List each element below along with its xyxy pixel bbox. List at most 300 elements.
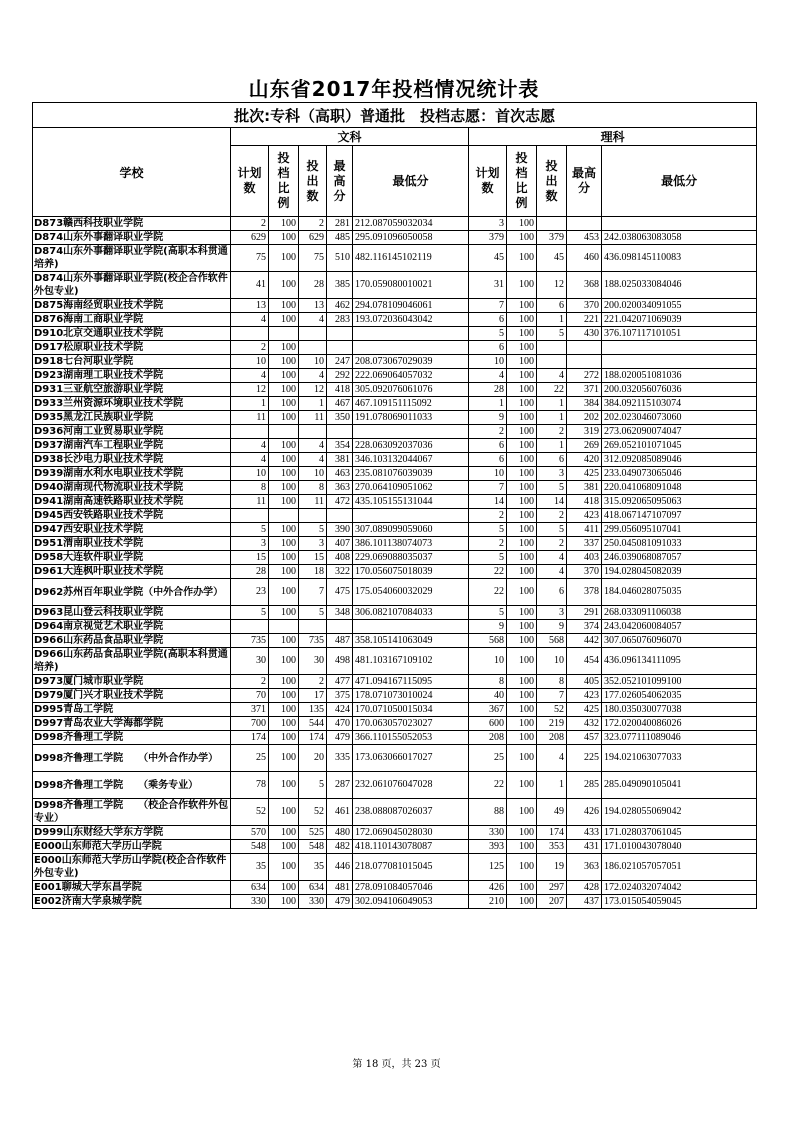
cell-w-ratio [269, 327, 299, 341]
cell-l-max [567, 217, 602, 231]
table-row [33, 840, 757, 854]
cell-l-out: 1 [537, 397, 567, 411]
page-footer: 第 18 页，共 23 页 [352, 1059, 441, 1070]
table-row [33, 745, 757, 772]
cell-w-max: 348 [327, 606, 353, 620]
cell-w-min: 212.087059032034 [353, 217, 469, 231]
cell-w-out: 634 [299, 881, 327, 895]
cell-l-out: 6 [537, 453, 567, 467]
cell-w-max: 407 [327, 537, 353, 551]
cell-l-plan: 28 [469, 383, 507, 397]
cell-l-ratio: 100 [507, 523, 537, 537]
cell-l-out: 8 [537, 675, 567, 689]
cell-l-ratio: 100 [507, 299, 537, 313]
cell-w-ratio: 100 [269, 551, 299, 565]
cell-l-ratio: 100 [507, 799, 537, 826]
cell-l-ratio: 100 [507, 453, 537, 467]
cell-l-max: 423 [567, 689, 602, 703]
cell-l-out [537, 217, 567, 231]
cell-w-max [327, 425, 353, 439]
cell-w-out: 2 [299, 675, 327, 689]
cell-l-min: 200.020034091055 [602, 299, 757, 313]
cell-w-plan: 548 [231, 840, 269, 854]
cell-w-min: 173.063066017027 [353, 745, 469, 772]
cell-l-plan: 125 [469, 854, 507, 881]
cell-w-out: 12 [299, 383, 327, 397]
cell-l-plan: 2 [469, 425, 507, 439]
cell-l-out: 1 [537, 411, 567, 425]
table-row [33, 313, 757, 327]
cell-w-min: 170.063057023027 [353, 717, 469, 731]
cell-w-plan: 5 [231, 523, 269, 537]
cell-w-min: 222.069064057032 [353, 369, 469, 383]
cell-l-out: 19 [537, 854, 567, 881]
school-name-cell: D998齐鲁理工学院 （乘务专业） [33, 772, 231, 799]
cell-w-plan [231, 620, 269, 634]
cell-l-min: 177.026054062035 [602, 689, 757, 703]
cell-l-plan: 5 [469, 523, 507, 537]
cell-w-min: 471.094167115095 [353, 675, 469, 689]
cell-w-max: 287 [327, 772, 353, 799]
cell-w-out [299, 327, 327, 341]
l-min-header: 最低分 [602, 146, 757, 217]
cell-l-ratio: 100 [507, 854, 537, 881]
cell-l-out: 2 [537, 537, 567, 551]
table-row [33, 509, 757, 523]
cell-l-plan: 426 [469, 881, 507, 895]
statistics-sheet [32, 76, 756, 909]
cell-w-min: 294.078109046061 [353, 299, 469, 313]
cell-w-out [299, 509, 327, 523]
cell-w-ratio: 100 [269, 703, 299, 717]
cell-w-ratio: 100 [269, 745, 299, 772]
cell-l-plan: 393 [469, 840, 507, 854]
cell-w-out: 10 [299, 355, 327, 369]
cell-w-max [327, 327, 353, 341]
cell-l-max: 384 [567, 397, 602, 411]
cell-l-out: 4 [537, 565, 567, 579]
cell-w-ratio: 100 [269, 467, 299, 481]
table-row [33, 327, 757, 341]
cell-l-out: 5 [537, 481, 567, 495]
table-row [33, 634, 757, 648]
school-name-cell: D964南京视觉艺术职业学院 [33, 620, 231, 634]
cell-l-max: 425 [567, 467, 602, 481]
cell-w-out: 629 [299, 231, 327, 245]
cell-l-max: 378 [567, 579, 602, 606]
school-name-cell: D931三亚航空旅游职业学院 [33, 383, 231, 397]
cell-l-plan: 4 [469, 369, 507, 383]
cell-w-min: 238.088087026037 [353, 799, 469, 826]
cell-w-plan: 4 [231, 313, 269, 327]
cell-w-min: 305.092076061076 [353, 383, 469, 397]
cell-w-min: 358.105141063049 [353, 634, 469, 648]
table-row [33, 854, 757, 881]
cell-w-max: 481 [327, 881, 353, 895]
cell-l-ratio: 100 [507, 383, 537, 397]
cell-l-plan: 3 [469, 217, 507, 231]
school-name-cell: D874山东外事翻译职业学院(高职本科贯通培养) [33, 245, 231, 272]
cell-l-plan: 210 [469, 895, 507, 909]
cell-w-max: 472 [327, 495, 353, 509]
cell-w-min: 191.078069011033 [353, 411, 469, 425]
w-min-header: 最低分 [353, 146, 469, 217]
cell-l-ratio: 100 [507, 327, 537, 341]
cell-l-plan: 6 [469, 453, 507, 467]
cell-l-ratio: 100 [507, 369, 537, 383]
cell-l-min: 188.025033084046 [602, 272, 757, 299]
table-row [33, 453, 757, 467]
school-name-cell: E000山东师范大学历山学院(校企合作软件外包专业) [33, 854, 231, 881]
table-row [33, 703, 757, 717]
cell-l-ratio: 100 [507, 355, 537, 369]
cell-w-ratio: 100 [269, 245, 299, 272]
cell-w-max [327, 509, 353, 523]
cell-l-plan: 8 [469, 675, 507, 689]
cell-l-plan: 22 [469, 579, 507, 606]
cell-l-out: 1 [537, 772, 567, 799]
cell-w-max: 470 [327, 717, 353, 731]
cell-l-min: 180.035030077038 [602, 703, 757, 717]
cell-l-out: 353 [537, 840, 567, 854]
cell-w-ratio: 100 [269, 439, 299, 453]
cell-w-ratio: 100 [269, 717, 299, 731]
cell-w-min [353, 425, 469, 439]
cell-l-min: 233.049073065046 [602, 467, 757, 481]
cell-l-plan: 10 [469, 355, 507, 369]
school-name-cell: D941湖南高速铁路职业技术学院 [33, 495, 231, 509]
cell-w-out: 30 [299, 648, 327, 675]
cell-l-plan: 10 [469, 648, 507, 675]
cell-w-plan: 75 [231, 245, 269, 272]
cell-l-ratio: 100 [507, 689, 537, 703]
cell-l-ratio: 100 [507, 579, 537, 606]
like-group-header: 理科 [469, 128, 757, 146]
cell-w-plan: 5 [231, 606, 269, 620]
cell-l-max: 381 [567, 481, 602, 495]
cell-l-plan: 31 [469, 272, 507, 299]
cell-w-plan: 735 [231, 634, 269, 648]
cell-w-plan: 15 [231, 551, 269, 565]
l-plan-header: 计划数 [469, 146, 507, 217]
table-row [33, 537, 757, 551]
cell-l-max [567, 341, 602, 355]
cell-w-out: 548 [299, 840, 327, 854]
cell-w-min: 302.094106049053 [353, 895, 469, 909]
cell-l-plan: 14 [469, 495, 507, 509]
cell-l-out: 22 [537, 383, 567, 397]
cell-w-out: 5 [299, 606, 327, 620]
cell-w-ratio: 100 [269, 355, 299, 369]
cell-l-out: 1 [537, 313, 567, 327]
cell-w-max: 510 [327, 245, 353, 272]
cell-l-min: 194.028055069042 [602, 799, 757, 826]
cell-l-max: 368 [567, 272, 602, 299]
cell-w-out: 3 [299, 537, 327, 551]
cell-w-ratio: 100 [269, 383, 299, 397]
cell-w-min [353, 509, 469, 523]
school-name-cell: D940湖南现代物流职业技术学院 [33, 481, 231, 495]
cell-w-ratio: 100 [269, 537, 299, 551]
cell-l-min: 250.045081091033 [602, 537, 757, 551]
cell-l-max: 442 [567, 634, 602, 648]
cell-l-min: 194.028045082039 [602, 565, 757, 579]
table-row [33, 648, 757, 675]
cell-l-ratio: 100 [507, 881, 537, 895]
cell-w-min: 178.071073010024 [353, 689, 469, 703]
cell-l-max: 225 [567, 745, 602, 772]
cell-l-max: 291 [567, 606, 602, 620]
cell-l-max: 405 [567, 675, 602, 689]
cell-l-min: 285.049090105041 [602, 772, 757, 799]
cell-l-ratio: 100 [507, 425, 537, 439]
cell-l-plan: 330 [469, 826, 507, 840]
cell-w-ratio: 100 [269, 397, 299, 411]
cell-w-out [299, 341, 327, 355]
table-row [33, 523, 757, 537]
cell-l-out: 207 [537, 895, 567, 909]
cell-w-ratio: 100 [269, 689, 299, 703]
cell-w-plan: 2 [231, 341, 269, 355]
cell-w-min [353, 327, 469, 341]
cell-w-max: 335 [327, 745, 353, 772]
cell-w-max: 485 [327, 231, 353, 245]
school-name-cell: D923湖南理工职业技术学院 [33, 369, 231, 383]
cell-l-plan: 9 [469, 411, 507, 425]
cell-l-ratio: 100 [507, 495, 537, 509]
cell-l-out: 12 [537, 272, 567, 299]
cell-w-plan: 2 [231, 217, 269, 231]
school-name-cell: D918七台河职业学院 [33, 355, 231, 369]
cell-w-plan: 13 [231, 299, 269, 313]
cell-l-max: 221 [567, 313, 602, 327]
cell-w-out: 135 [299, 703, 327, 717]
l-max-header: 最高分 [567, 146, 602, 217]
cell-w-max: 477 [327, 675, 353, 689]
cell-l-out: 4 [537, 745, 567, 772]
school-name-cell: D939湖南水利水电职业技术学院 [33, 467, 231, 481]
cell-l-min [602, 341, 757, 355]
cell-w-max: 354 [327, 439, 353, 453]
cell-w-ratio: 100 [269, 369, 299, 383]
cell-l-ratio: 100 [507, 840, 537, 854]
cell-l-ratio: 100 [507, 745, 537, 772]
cell-l-min [602, 217, 757, 231]
cell-l-out: 3 [537, 467, 567, 481]
w-ratio-header: 投档比例 [269, 146, 299, 217]
cell-w-max: 375 [327, 689, 353, 703]
cell-l-out: 14 [537, 495, 567, 509]
cell-l-ratio: 100 [507, 341, 537, 355]
cell-l-plan: 25 [469, 745, 507, 772]
cell-w-min [353, 620, 469, 634]
cell-w-min: 172.069045028030 [353, 826, 469, 840]
cell-l-plan: 9 [469, 620, 507, 634]
school-name-cell: D998齐鲁理工学院 [33, 731, 231, 745]
table-row [33, 551, 757, 565]
cell-w-max: 322 [327, 565, 353, 579]
cell-l-ratio: 100 [507, 231, 537, 245]
cell-w-ratio: 100 [269, 341, 299, 355]
cell-w-max: 408 [327, 551, 353, 565]
cell-l-out: 174 [537, 826, 567, 840]
cell-l-max: 425 [567, 703, 602, 717]
cell-l-ratio: 100 [507, 272, 537, 299]
cell-w-plan: 570 [231, 826, 269, 840]
cell-w-max: 283 [327, 313, 353, 327]
cell-l-ratio: 100 [507, 551, 537, 565]
table-row [33, 341, 757, 355]
cell-l-plan: 6 [469, 313, 507, 327]
cell-w-min: 467.109151115092 [353, 397, 469, 411]
cell-l-min: 188.020051081036 [602, 369, 757, 383]
cell-l-max: 337 [567, 537, 602, 551]
cell-w-plan: 25 [231, 745, 269, 772]
cell-l-plan: 379 [469, 231, 507, 245]
cell-w-min [353, 341, 469, 355]
school-name-cell: D874山东外事翻译职业学院 [33, 231, 231, 245]
cell-l-max: 370 [567, 565, 602, 579]
cell-l-max [567, 355, 602, 369]
cell-w-plan: 41 [231, 272, 269, 299]
cell-w-out: 52 [299, 799, 327, 826]
cell-l-ratio: 100 [507, 313, 537, 327]
cell-w-max: 292 [327, 369, 353, 383]
cell-w-ratio: 100 [269, 523, 299, 537]
cell-w-min: 218.077081015045 [353, 854, 469, 881]
cell-l-min: 315.092065095063 [602, 495, 757, 509]
school-name-cell: E001聊城大学东昌学院 [33, 881, 231, 895]
cell-l-min: 307.065076096070 [602, 634, 757, 648]
cell-w-max: 461 [327, 799, 353, 826]
cell-w-max: 479 [327, 731, 353, 745]
table-row [33, 299, 757, 313]
table-row [33, 731, 757, 745]
cell-l-out: 52 [537, 703, 567, 717]
cell-l-min: 186.021057057051 [602, 854, 757, 881]
cell-l-out: 6 [537, 579, 567, 606]
cell-w-plan: 4 [231, 439, 269, 453]
cell-w-max: 462 [327, 299, 353, 313]
cell-w-out: 525 [299, 826, 327, 840]
cell-l-ratio: 100 [507, 703, 537, 717]
cell-l-max: 371 [567, 383, 602, 397]
cell-w-max: 482 [327, 840, 353, 854]
cell-l-min: 242.038063083058 [602, 231, 757, 245]
school-name-cell: D998齐鲁理工学院 （中外合作办学） [33, 745, 231, 772]
school-name-cell: D935黑龙江民族职业学院 [33, 411, 231, 425]
cell-w-plan: 11 [231, 411, 269, 425]
cell-l-max: 432 [567, 717, 602, 731]
cell-l-max: 363 [567, 854, 602, 881]
cell-w-plan: 52 [231, 799, 269, 826]
cell-w-ratio: 100 [269, 565, 299, 579]
school-name-cell: D999山东财经大学东方学院 [33, 826, 231, 840]
cell-w-plan [231, 327, 269, 341]
cell-l-ratio: 100 [507, 565, 537, 579]
cell-w-min: 386.101138074073 [353, 537, 469, 551]
cell-l-min: 171.028037061045 [602, 826, 757, 840]
cell-w-out: 11 [299, 411, 327, 425]
cell-l-max: 437 [567, 895, 602, 909]
batch-title: 批次:专科（高职）普通批 投档志愿：首次志愿 [33, 103, 757, 128]
cell-l-out: 7 [537, 689, 567, 703]
cell-w-min: 418.110143078087 [353, 840, 469, 854]
cell-l-min: 194.021063077033 [602, 745, 757, 772]
table-row [33, 217, 757, 231]
cell-l-plan: 2 [469, 537, 507, 551]
school-name-cell: D966山东药品食品职业学院(高职本科贯通培养) [33, 648, 231, 675]
l-out-header: 投出数 [537, 146, 567, 217]
cell-w-ratio: 100 [269, 675, 299, 689]
cell-w-min: 193.072036043042 [353, 313, 469, 327]
cell-l-plan: 88 [469, 799, 507, 826]
cell-w-min: 229.069088035037 [353, 551, 469, 565]
cell-l-min: 323.077111089046 [602, 731, 757, 745]
cell-l-plan: 7 [469, 481, 507, 495]
cell-w-plan: 11 [231, 495, 269, 509]
cell-w-max: 281 [327, 217, 353, 231]
cell-w-min: 170.059080010021 [353, 272, 469, 299]
cell-w-ratio: 100 [269, 648, 299, 675]
cell-w-min: 208.073067029039 [353, 355, 469, 369]
cell-w-out: 35 [299, 854, 327, 881]
cell-l-plan: 5 [469, 327, 507, 341]
cell-w-ratio: 100 [269, 731, 299, 745]
cell-l-max: 403 [567, 551, 602, 565]
table-row [33, 231, 757, 245]
school-name-cell: D938长沙电力职业技术学院 [33, 453, 231, 467]
table-row [33, 620, 757, 634]
cell-w-plan: 35 [231, 854, 269, 881]
cell-l-plan: 208 [469, 731, 507, 745]
cell-w-out: 11 [299, 495, 327, 509]
cell-w-ratio: 100 [269, 579, 299, 606]
cell-l-ratio: 100 [507, 895, 537, 909]
cell-l-max: 457 [567, 731, 602, 745]
cell-w-plan: 8 [231, 481, 269, 495]
cell-l-out [537, 341, 567, 355]
cell-l-max: 453 [567, 231, 602, 245]
cell-w-max: 479 [327, 895, 353, 909]
cell-l-plan: 7 [469, 299, 507, 313]
admission-table [32, 102, 757, 909]
cell-l-plan: 2 [469, 509, 507, 523]
cell-l-min: 384.092115103074 [602, 397, 757, 411]
cell-w-plan: 700 [231, 717, 269, 731]
cell-w-plan: 10 [231, 355, 269, 369]
table-row [33, 383, 757, 397]
table-row [33, 826, 757, 840]
school-name-cell: D973厦门城市职业学院 [33, 675, 231, 689]
cell-w-plan: 174 [231, 731, 269, 745]
cell-l-plan: 10 [469, 467, 507, 481]
table-row [33, 439, 757, 453]
cell-l-out: 1 [537, 439, 567, 453]
cell-l-min: 352.052101099100 [602, 675, 757, 689]
cell-w-min: 366.110155052053 [353, 731, 469, 745]
cell-l-min: 171.010043078040 [602, 840, 757, 854]
cell-l-max: 430 [567, 327, 602, 341]
cell-l-plan: 1 [469, 397, 507, 411]
cell-w-plan: 28 [231, 565, 269, 579]
cell-w-out: 20 [299, 745, 327, 772]
cell-l-max: 423 [567, 509, 602, 523]
cell-l-ratio: 100 [507, 606, 537, 620]
cell-w-out: 174 [299, 731, 327, 745]
cell-l-out: 49 [537, 799, 567, 826]
school-name-cell: E002济南大学泉城学院 [33, 895, 231, 909]
